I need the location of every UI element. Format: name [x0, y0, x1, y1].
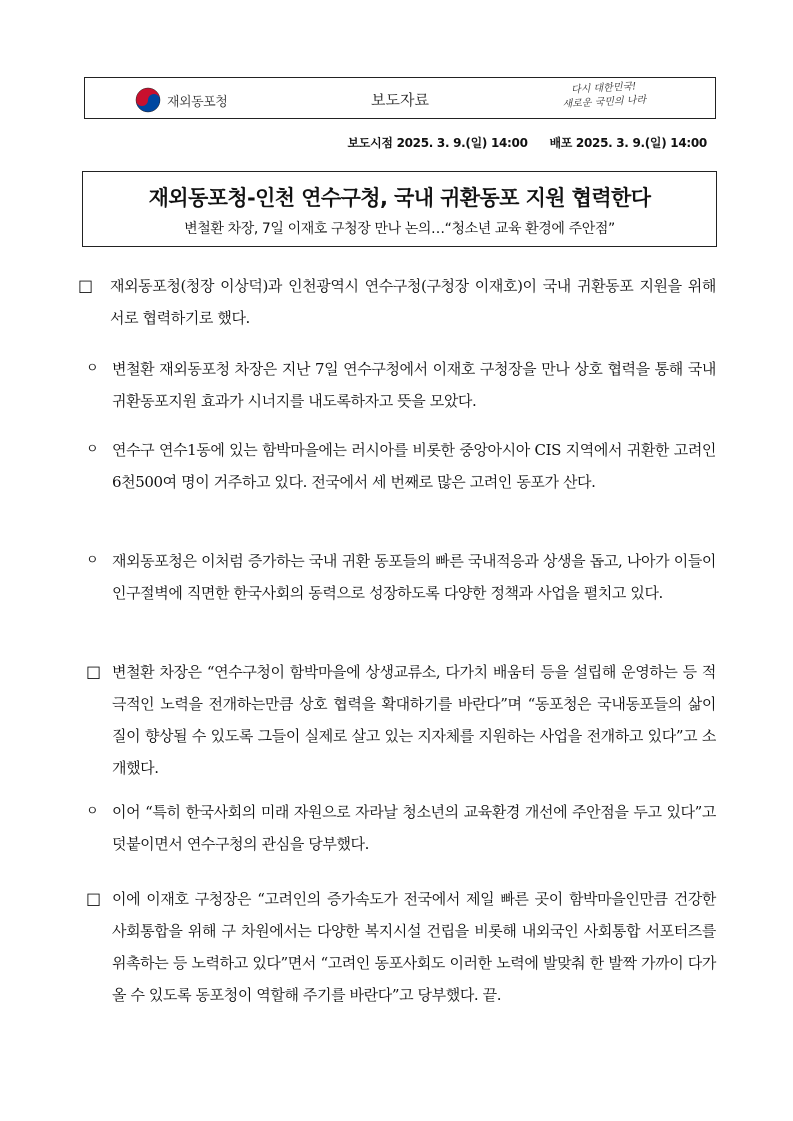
- slogan-line-1: 다시 대한민국!: [570, 81, 637, 96]
- page-title: 재외동포청-인천 연수구청, 국내 귀환동포 지원 협력한다: [148, 186, 651, 210]
- paragraph-6: [86, 796, 716, 860]
- paragraph-2: [86, 353, 716, 417]
- distribution-label: 배포: [549, 136, 573, 150]
- paragraph-text: 이어 “특히 한국사회의 미래 자원으로 자라날 청소년의 교육환경 개선에 주안점을 두고 있다”고 덧붙이면서 연수구청의 관심을 당부했다.: [112, 803, 716, 853]
- paragraph-text: 재외동포청(청장 이상덕)과 인천광역시 연수구청(구청장 이재호)이 국내 귀환동포 지원을 위해 서로 협력하기로 했다.: [110, 277, 716, 327]
- paragraph-text: 연수구 연수1동에 있는 함박마을에는 러시아를 비롯한 중앙아시아 CIS 지역에서 귀환한 고려인 6천500여 명이 거주하고 있다. 전국에서 세 번째로 많은 고려인 동포가 산다.: [112, 441, 716, 491]
- paragraph-text: 변철환 재외동포청 차장은 지난 7일 연수구청에서 이재호 구청장을 만나 상호 협력을 통해 국내 귀환동포지원 효과가 시너지를 내도록하자고 뜻을 모았다.: [112, 360, 716, 410]
- paragraph-4: [86, 545, 716, 609]
- header-box: [84, 77, 716, 119]
- release-time-value: 2025. 3. 9.(일) 14:00: [396, 136, 528, 150]
- doc-type: 보도자료: [371, 91, 429, 109]
- circle-bullet: ㅇ: [86, 553, 99, 568]
- title-box: [82, 171, 717, 247]
- circle-bullet: ㅇ: [86, 361, 99, 376]
- square-bullet: □: [86, 662, 101, 681]
- slogan: [548, 79, 659, 113]
- circle-bullet: ㅇ: [86, 804, 99, 819]
- square-bullet: □: [86, 889, 101, 908]
- org-name: 재외동포청: [167, 94, 228, 110]
- paragraph-7: [86, 883, 716, 1011]
- page-subtitle: 변철환 차장, 7일 이재호 구청장 만나 논의…“청소년 교육 환경에 주안점”: [184, 221, 615, 237]
- paragraph-3: [86, 434, 716, 498]
- paragraph-text: 변철환 차장은 “연수구청이 함박마을에 상생교류소, 다가치 배움터 등을 설립해 운영하는 등 적극적인 노력을 전개하는만큼 상호 협력을 확대하기를 바란다”며 “동포청은 국내동포들의 삶이 질이 향상될 수 있도록 그들이 실제로 살고 있는 지자체를 지원하는 사업을 전개하고 있다”고 소개했다.: [112, 663, 716, 777]
- square-bullet: □: [78, 276, 93, 295]
- paragraph-1: [78, 270, 716, 334]
- paragraph-text: 이에 이재호 구청장은 “고려인의 증가속도가 전국에서 제일 빠른 곳이 함박마을인만큼 건강한 사회통합을 위해 구 차원에서는 다양한 복지시설 건립을 비롯해 내외국인 사회통합 서포터즈를 위촉하는 등 노력하고 있다”면서 “고려인 동포사회도 이러한 노력에 발맞춰 한 발짝 가까이 다가올 수 있도록 동포청이 역할해 주기를 바란다”고 당부했다. 끝.: [112, 890, 716, 1004]
- release-info: [348, 134, 707, 151]
- circle-bullet: ㅇ: [86, 442, 99, 457]
- paragraph-5: [86, 656, 716, 784]
- distribution-value: 2025. 3. 9.(일) 14:00: [575, 136, 707, 150]
- paragraph-text: 재외동포청은 이처럼 증가하는 국내 귀환 동포들의 빠른 국내적응과 상생을 돕고, 나아가 이들이 인구절벽에 직면한 한국사회의 동력으로 성장하도록 다양한 정책과 사업을 펼치고 있다.: [112, 552, 716, 602]
- slogan-line-2: 새로운 국민의 나라: [562, 94, 647, 111]
- release-time-label: 보도시점: [347, 136, 393, 150]
